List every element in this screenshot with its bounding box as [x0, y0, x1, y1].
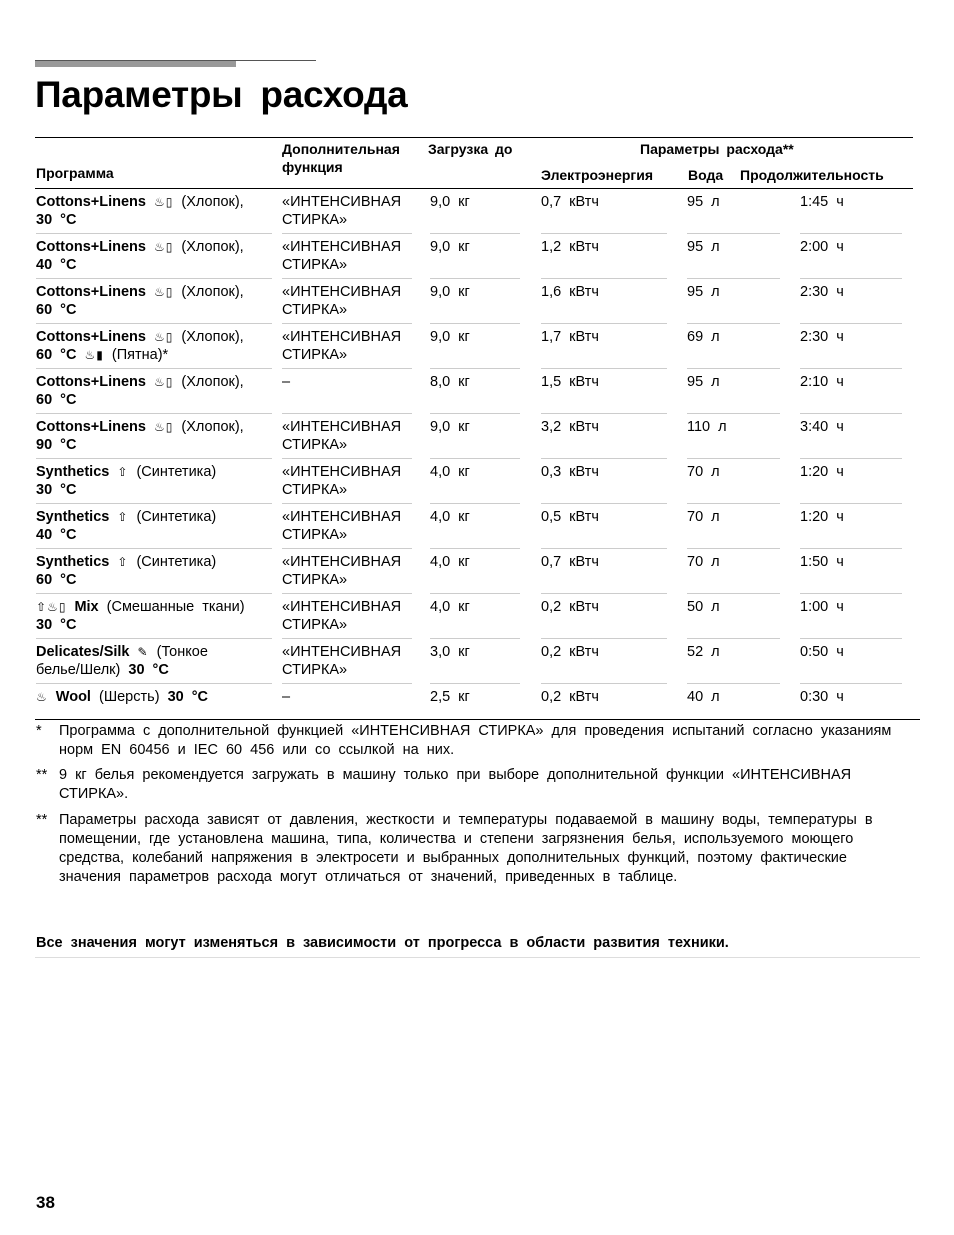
- duration-cell: 1:00 ч: [800, 599, 844, 615]
- synthetics-icon: ⇧: [117, 465, 129, 479]
- header-function: Дополнительная функция: [282, 141, 400, 175]
- load-cell: 9,0 кг: [430, 194, 470, 210]
- function-cell: «ИНТЕНСИВНАЯ СТИРКА»: [282, 419, 402, 453]
- footnote-text: Параметры расхода зависят от давления, жесткости и температуры подаваемой в машину воды, температуры в помещении, где установлена машина, типа, количества и степени загрязнения белья, используемого моющего средства, колебаний напряжения в электросети и выбранных дополнительных функций, поэтому фактические значения параметров расхода могут отличаться от значений, приведенных в таблице.: [59, 812, 873, 885]
- table-row: [0, 594, 954, 639]
- program-name: 30 °C: [36, 617, 77, 633]
- program-text: (Синтетика): [136, 554, 217, 570]
- footnote-text: Программа с дополнительной функцией «ИНТЕНСИВНАЯ СТИРКА» для проведения испытаний согласно указаниям норм EN 60456 и IEC 60 456 или со ссылкой на них.: [59, 723, 892, 758]
- energy-cell: 1,5 кВтч: [541, 374, 599, 390]
- program-text: (Синтетика): [136, 464, 217, 480]
- program-cell: [36, 238, 276, 274]
- footnote-mark: **: [36, 812, 48, 828]
- water-cell: 95 л: [687, 284, 720, 300]
- program-cell: [36, 688, 276, 706]
- program-text: (Смешанные ткани): [106, 599, 245, 615]
- water-cell: 50 л: [687, 599, 720, 615]
- function-cell: «ИНТЕНСИВНАЯ СТИРКА»: [282, 194, 402, 228]
- program-name: Mix: [74, 599, 99, 615]
- page-number: 38: [36, 1193, 55, 1212]
- energy-cell: 0,3 кВтч: [541, 464, 599, 480]
- program-name: 60 °C: [36, 302, 77, 318]
- function-cell: «ИНТЕНСИВНАЯ СТИРКА»: [282, 554, 402, 588]
- program-cell: [36, 508, 276, 544]
- water-cell: 95 л: [687, 194, 720, 210]
- load-cell: 4,0 кг: [430, 554, 470, 570]
- delicates-icon: ✎: [137, 645, 149, 659]
- program-text: (Хлопок),: [181, 194, 244, 210]
- duration-cell: 3:40 ч: [800, 419, 844, 435]
- cotton-icon: ♨▯: [154, 420, 174, 434]
- program-cell: [36, 418, 276, 454]
- program-text: (Хлопок),: [181, 329, 244, 345]
- duration-cell: 0:50 ч: [800, 644, 844, 660]
- function-cell: –: [282, 374, 291, 390]
- program-name: Cottons+Linens: [36, 374, 146, 390]
- duration-cell: 0:30 ч: [800, 689, 844, 705]
- wool-icon: ♨: [36, 690, 48, 704]
- load-cell: 4,0 кг: [430, 509, 470, 525]
- table-row: [0, 189, 954, 234]
- synthetics-icon: ⇧: [117, 510, 129, 524]
- function-cell: «ИНТЕНСИВНАЯ СТИРКА»: [282, 599, 402, 633]
- water-cell: 52 л: [687, 644, 720, 660]
- water-cell: 40 л: [687, 689, 720, 705]
- energy-cell: 0,2 кВтч: [541, 689, 599, 705]
- function-cell: –: [282, 689, 291, 705]
- program-name: Cottons+Linens: [36, 284, 146, 300]
- footnote-mark: **: [36, 767, 48, 783]
- program-name: Delicates/Silk: [36, 644, 130, 660]
- function-cell: «ИНТЕНСИВНАЯ СТИРКА»: [282, 239, 402, 273]
- water-cell: 69 л: [687, 329, 720, 345]
- water-cell: 95 л: [687, 239, 720, 255]
- footnote: [36, 811, 916, 887]
- table-bottom-rule: [35, 719, 920, 720]
- duration-cell: 1:50 ч: [800, 554, 844, 570]
- program-name: 60 °C: [36, 572, 77, 588]
- duration-cell: 2:30 ч: [800, 284, 844, 300]
- header-load: Загрузка до: [428, 141, 513, 157]
- footnote-mark: *: [36, 723, 42, 739]
- program-text: (Синтетика): [136, 509, 217, 525]
- function-cell: «ИНТЕНСИВНАЯ СТИРКА»: [282, 329, 402, 363]
- duration-cell: 1:45 ч: [800, 194, 844, 210]
- energy-cell: 0,7 кВтч: [541, 194, 599, 210]
- program-name: Cottons+Linens: [36, 329, 146, 345]
- table-row: [0, 414, 954, 459]
- program-text: (Тонкое: [156, 644, 208, 660]
- program-text: белье/Шелк): [36, 662, 121, 678]
- program-text: (Шерсть): [99, 689, 160, 705]
- cotton-icon: ♨▯: [154, 285, 174, 299]
- water-cell: 70 л: [687, 554, 720, 570]
- footnote-text: 9 кг белья рекомендуется загружать в машину только при выборе дополнительной функции «ИНТЕНСИВНАЯ СТИРКА».: [59, 767, 852, 802]
- footnote: [36, 722, 916, 760]
- table-top-rule: [35, 137, 913, 138]
- synthetics-icon: ⇧: [117, 555, 129, 569]
- function-cell: «ИНТЕНСИВНАЯ СТИРКА»: [282, 284, 402, 318]
- energy-cell: 1,2 кВтч: [541, 239, 599, 255]
- program-name: 30 °C: [36, 212, 77, 228]
- function-cell: «ИНТЕНСИВНАЯ СТИРКА»: [282, 509, 402, 543]
- program-text: (Хлопок),: [181, 239, 244, 255]
- energy-cell: 0,2 кВтч: [541, 599, 599, 615]
- program-cell: [36, 463, 276, 499]
- table-row: [0, 234, 954, 279]
- note-rule: [35, 957, 920, 958]
- duration-cell: 1:20 ч: [800, 464, 844, 480]
- duration-cell: 2:00 ч: [800, 239, 844, 255]
- program-name: 30 °C: [36, 482, 77, 498]
- program-text: (Хлопок),: [181, 374, 244, 390]
- footnote: [36, 766, 916, 804]
- mix-icon: ⇧♨▯: [36, 600, 67, 614]
- program-name: Cottons+Linens: [36, 239, 146, 255]
- program-name: Synthetics: [36, 464, 110, 480]
- program-name: 30 °C: [167, 689, 208, 705]
- program-cell: [36, 328, 276, 364]
- program-name: Wool: [55, 689, 91, 705]
- header-energy: Электроэнергия: [541, 167, 654, 183]
- program-cell: [36, 193, 276, 229]
- energy-cell: 1,7 кВтч: [541, 329, 599, 345]
- cotton-icon: ♨▯: [154, 240, 174, 254]
- cotton-icon: ♨▯: [154, 375, 174, 389]
- stains-icon: ♨▮: [84, 348, 104, 362]
- energy-cell: 3,2 кВтч: [541, 419, 599, 435]
- program-cell: [36, 598, 276, 634]
- load-cell: 8,0 кг: [430, 374, 470, 390]
- program-name: Synthetics: [36, 554, 110, 570]
- water-cell: 110 л: [687, 419, 727, 435]
- load-cell: 2,5 кг: [430, 689, 470, 705]
- load-cell: 9,0 кг: [430, 329, 470, 345]
- function-cell: «ИНТЕНСИВНАЯ СТИРКА»: [282, 464, 402, 498]
- program-cell: [36, 553, 276, 589]
- table-row: [0, 459, 954, 504]
- program-name: 90 °C: [36, 437, 77, 453]
- program-name: Synthetics: [36, 509, 110, 525]
- program-cell: [36, 373, 276, 409]
- function-cell: «ИНТЕНСИВНАЯ СТИРКА»: [282, 644, 402, 678]
- program-cell: [36, 643, 276, 679]
- load-cell: 4,0 кг: [430, 464, 470, 480]
- header-water: Вода: [688, 167, 724, 183]
- header-duration: Продолжительность: [740, 167, 884, 183]
- table-row: [0, 324, 954, 369]
- program-cell: [36, 283, 276, 319]
- cotton-icon: ♨▯: [154, 330, 174, 344]
- program-name: Cottons+Linens: [36, 419, 146, 435]
- disclaimer-note: Все значения могут изменяться в зависимости от прогресса в области развития техники.: [36, 935, 729, 951]
- table-row: [0, 639, 954, 684]
- table-row: [0, 549, 954, 594]
- program-name: Cottons+Linens: [36, 194, 146, 210]
- header-program: Программа: [36, 165, 114, 181]
- header-bar: [35, 61, 236, 67]
- program-name: 60 °C: [36, 347, 77, 363]
- load-cell: 4,0 кг: [430, 599, 470, 615]
- energy-cell: 0,7 кВтч: [541, 554, 599, 570]
- program-text: (Хлопок),: [181, 419, 244, 435]
- duration-cell: 2:10 ч: [800, 374, 844, 390]
- water-cell: 70 л: [687, 464, 720, 480]
- page-title: Параметры расхода: [35, 74, 408, 115]
- water-cell: 95 л: [687, 374, 720, 390]
- water-cell: 70 л: [687, 509, 720, 525]
- program-name: 30 °C: [128, 662, 169, 678]
- table-row: [0, 369, 954, 414]
- program-name: 60 °C: [36, 392, 77, 408]
- energy-cell: 0,5 кВтч: [541, 509, 599, 525]
- duration-cell: 1:20 ч: [800, 509, 844, 525]
- table-row: [0, 504, 954, 549]
- program-name: 40 °C: [36, 527, 77, 543]
- load-cell: 3,0 кг: [430, 644, 470, 660]
- program-name: 40 °C: [36, 257, 77, 273]
- cotton-icon: ♨▯: [154, 195, 174, 209]
- program-text: (Хлопок),: [181, 284, 244, 300]
- load-cell: 9,0 кг: [430, 284, 470, 300]
- energy-cell: 1,6 кВтч: [541, 284, 599, 300]
- header-consumption: Параметры расхода**: [640, 141, 794, 157]
- load-cell: 9,0 кг: [430, 419, 470, 435]
- duration-cell: 2:30 ч: [800, 329, 844, 345]
- program-text: (Пятна)*: [111, 347, 169, 363]
- energy-cell: 0,2 кВтч: [541, 644, 599, 660]
- table-row: [0, 279, 954, 324]
- load-cell: 9,0 кг: [430, 239, 470, 255]
